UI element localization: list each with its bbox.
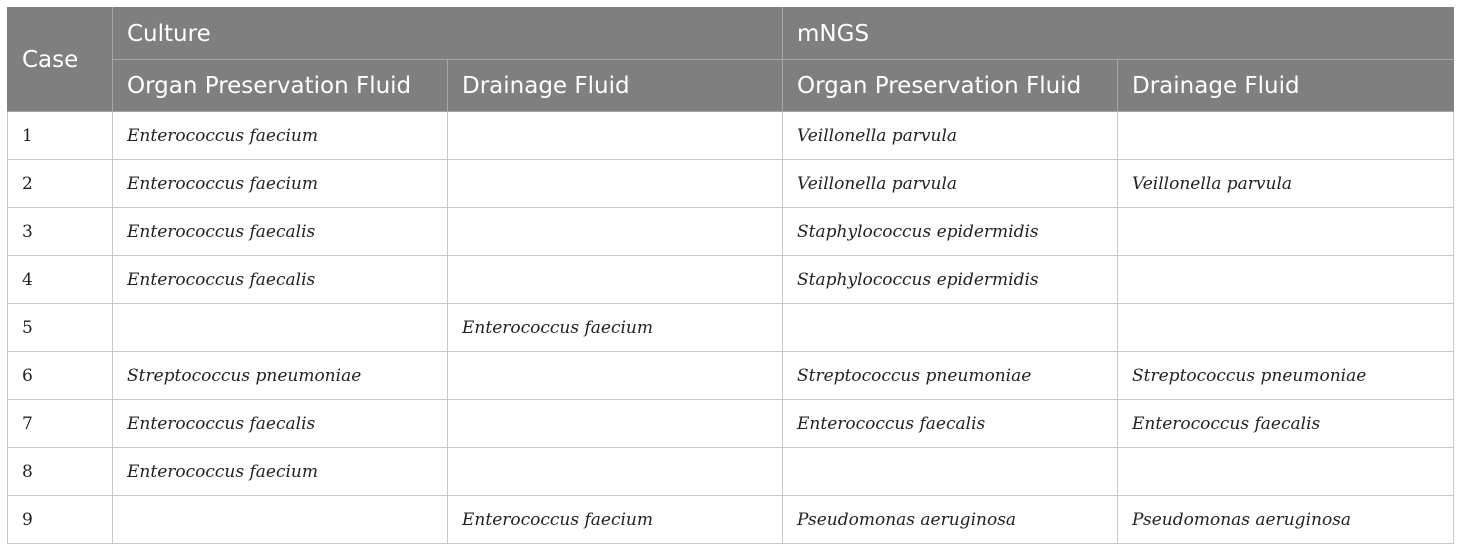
table-body: [8, 112, 1454, 544]
header-culture-organ-preservation-fluid: Organ Preservation Fluid: [113, 60, 448, 112]
header-mngs-drainage-fluid: Drainage Fluid: [1118, 60, 1454, 112]
header-culture-drainage-fluid: Drainage Fluid: [448, 60, 783, 112]
case-cell: 5: [8, 304, 113, 352]
mngs-drainage-cell: [1118, 208, 1454, 256]
culture-organ-preservation-cell: Enterococcus faecium: [113, 160, 448, 208]
table-row: [8, 208, 1454, 256]
culture-organ-preservation-cell: Enterococcus faecalis: [113, 400, 448, 448]
mngs-organ-preservation-cell: Enterococcus faecalis: [783, 400, 1118, 448]
mngs-drainage-cell: Streptococcus pneumoniae: [1118, 352, 1454, 400]
culture-drainage-cell: [448, 448, 783, 496]
header-row-subcolumns: [8, 60, 1454, 112]
header-group-culture: Culture: [113, 8, 783, 60]
table-row: [8, 256, 1454, 304]
culture-drainage-cell: [448, 160, 783, 208]
table-row: [8, 112, 1454, 160]
mngs-organ-preservation-cell: [783, 304, 1118, 352]
mngs-drainage-cell: Pseudomonas aeruginosa: [1118, 496, 1454, 544]
culture-organ-preservation-cell: Enterococcus faecium: [113, 448, 448, 496]
case-cell: 4: [8, 256, 113, 304]
results-table: [7, 7, 1454, 544]
table-row: [8, 496, 1454, 544]
mngs-organ-preservation-cell: Pseudomonas aeruginosa: [783, 496, 1118, 544]
header-case: Case: [8, 8, 113, 112]
culture-organ-preservation-cell: Enterococcus faecalis: [113, 208, 448, 256]
mngs-drainage-cell: Enterococcus faecalis: [1118, 400, 1454, 448]
table-row: [8, 448, 1454, 496]
culture-organ-preservation-cell: Enterococcus faecalis: [113, 256, 448, 304]
case-cell: 1: [8, 112, 113, 160]
mngs-drainage-cell: Veillonella parvula: [1118, 160, 1454, 208]
case-cell: 2: [8, 160, 113, 208]
culture-organ-preservation-cell: Enterococcus faecium: [113, 112, 448, 160]
header-row-groups: [8, 8, 1454, 60]
culture-organ-preservation-cell: [113, 496, 448, 544]
case-cell: 3: [8, 208, 113, 256]
culture-organ-preservation-cell: [113, 304, 448, 352]
mngs-organ-preservation-cell: Staphylococcus epidermidis: [783, 256, 1118, 304]
table-row: [8, 352, 1454, 400]
mngs-organ-preservation-cell: Veillonella parvula: [783, 160, 1118, 208]
mngs-organ-preservation-cell: Staphylococcus epidermidis: [783, 208, 1118, 256]
culture-drainage-cell: [448, 208, 783, 256]
table-row: [8, 304, 1454, 352]
case-cell: 7: [8, 400, 113, 448]
culture-drainage-cell: [448, 112, 783, 160]
mngs-drainage-cell: [1118, 304, 1454, 352]
culture-drainage-cell: [448, 352, 783, 400]
mngs-organ-preservation-cell: Streptococcus pneumoniae: [783, 352, 1118, 400]
culture-drainage-cell: [448, 256, 783, 304]
case-cell: 9: [8, 496, 113, 544]
table-row: [8, 400, 1454, 448]
table-header: [8, 8, 1454, 112]
mngs-drainage-cell: [1118, 448, 1454, 496]
mngs-drainage-cell: [1118, 112, 1454, 160]
table-row: [8, 160, 1454, 208]
case-cell: 6: [8, 352, 113, 400]
culture-organ-preservation-cell: Streptococcus pneumoniae: [113, 352, 448, 400]
culture-drainage-cell: [448, 400, 783, 448]
culture-drainage-cell: Enterococcus faecium: [448, 496, 783, 544]
culture-drainage-cell: Enterococcus faecium: [448, 304, 783, 352]
header-mngs-organ-preservation-fluid: Organ Preservation Fluid: [783, 60, 1118, 112]
mngs-organ-preservation-cell: [783, 448, 1118, 496]
header-group-mngs: mNGS: [783, 8, 1454, 60]
mngs-organ-preservation-cell: Veillonella parvula: [783, 112, 1118, 160]
mngs-drainage-cell: [1118, 256, 1454, 304]
case-cell: 8: [8, 448, 113, 496]
